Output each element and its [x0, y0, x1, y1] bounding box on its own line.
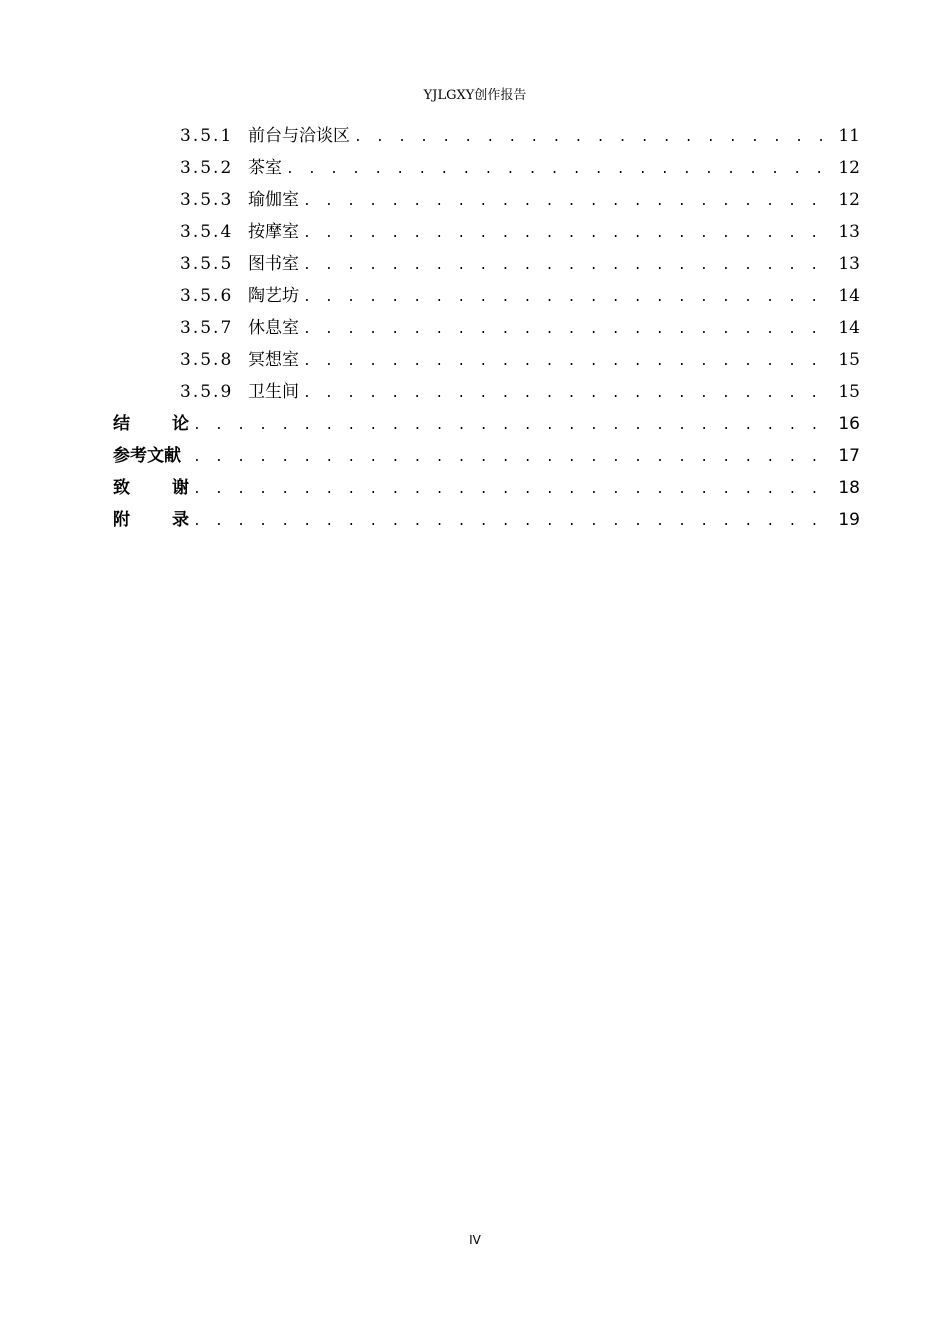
toc-entry-page: 15: [838, 382, 860, 402]
toc-dot-leader: [303, 250, 834, 282]
toc-entry-page: 13: [838, 222, 860, 242]
toc-entry-page: 18: [838, 478, 860, 498]
toc-entry-page: 16: [838, 414, 860, 434]
toc-dot-leader: [286, 154, 834, 186]
toc-entry-page: 15: [838, 350, 860, 370]
toc-dot-leader: [303, 218, 834, 250]
toc-entry-3-5-2[interactable]: [113, 152, 860, 184]
toc-entry-title: 冥想室: [248, 350, 299, 370]
toc-title-char: 录: [172, 510, 189, 530]
toc-dot-leader: [193, 442, 834, 474]
toc-entry-title: 卫生间: [248, 382, 299, 402]
toc-entry-number: 3.5.2: [180, 158, 234, 178]
toc-entry-page: 19: [838, 510, 860, 530]
toc-entry-3-5-9[interactable]: [113, 376, 860, 408]
toc-title-char: 谢: [172, 478, 189, 498]
page-number-footer: IV: [469, 1233, 481, 1247]
toc-dot-leader: [303, 346, 834, 378]
toc-entry-title: 参考文献: [113, 446, 181, 466]
toc-entry-3-5-3[interactable]: [113, 184, 860, 216]
toc-entry-number: 3.5.9: [180, 382, 234, 402]
page-header: YJLGXY创作报告: [423, 88, 527, 103]
toc-dot-leader: [303, 282, 834, 314]
toc-entry-title: 瑜伽室: [248, 190, 299, 210]
toc-entry-title: 陶艺坊: [248, 286, 299, 306]
toc-entry-page: 13: [838, 254, 860, 274]
toc-entry-title: [113, 408, 189, 440]
toc-entry-number: 3.5.7: [180, 318, 234, 338]
toc-entry-number: 3.5.5: [180, 254, 234, 274]
toc-dot-leader: [193, 474, 834, 506]
toc-entry-title: [113, 472, 189, 504]
toc-dot-leader: [193, 410, 834, 442]
table-of-contents: [113, 120, 860, 536]
toc-dot-leader: [303, 378, 834, 410]
toc-entry-references[interactable]: [113, 440, 860, 472]
toc-entry-3-5-8[interactable]: [113, 344, 860, 376]
toc-entry-page: 14: [838, 318, 860, 338]
toc-entry-number: 3.5.3: [180, 190, 234, 210]
toc-entry-title: 按摩室: [248, 222, 299, 242]
toc-entry-acknowledgements[interactable]: [113, 472, 860, 504]
toc-entry-title: [113, 504, 189, 536]
toc-entry-3-5-5[interactable]: [113, 248, 860, 280]
toc-entry-title: 休息室: [248, 318, 299, 338]
toc-entry-page: 14: [838, 286, 860, 306]
toc-entry-title: 图书室: [248, 254, 299, 274]
toc-entry-appendix[interactable]: [113, 504, 860, 536]
toc-dot-leader: [193, 506, 834, 538]
toc-dot-leader: [303, 186, 834, 218]
toc-title-char: 论: [172, 414, 189, 434]
toc-entry-page: 17: [838, 446, 860, 466]
toc-entry-3-5-7[interactable]: [113, 312, 860, 344]
toc-entry-3-5-6[interactable]: [113, 280, 860, 312]
toc-entry-3-5-4[interactable]: [113, 216, 860, 248]
toc-entry-page: 11: [838, 126, 860, 146]
toc-entry-number: 3.5.6: [180, 286, 234, 306]
toc-entry-conclusion[interactable]: [113, 408, 860, 440]
toc-entry-3-5-1[interactable]: [113, 120, 860, 152]
toc-title-char: 致: [113, 478, 130, 498]
toc-entry-page: 12: [838, 158, 860, 178]
toc-entry-page: 12: [838, 190, 860, 210]
toc-entry-number: 3.5.8: [180, 350, 234, 370]
toc-dot-leader: [354, 122, 834, 154]
toc-entry-title: 前台与洽谈区: [248, 126, 350, 146]
toc-title-char: 结: [113, 414, 130, 434]
toc-entry-number: 3.5.1: [180, 126, 234, 146]
toc-title-char: 附: [113, 510, 130, 530]
toc-entry-title: 茶室: [248, 158, 282, 178]
toc-entry-number: 3.5.4: [180, 222, 234, 242]
toc-dot-leader: [303, 314, 834, 346]
